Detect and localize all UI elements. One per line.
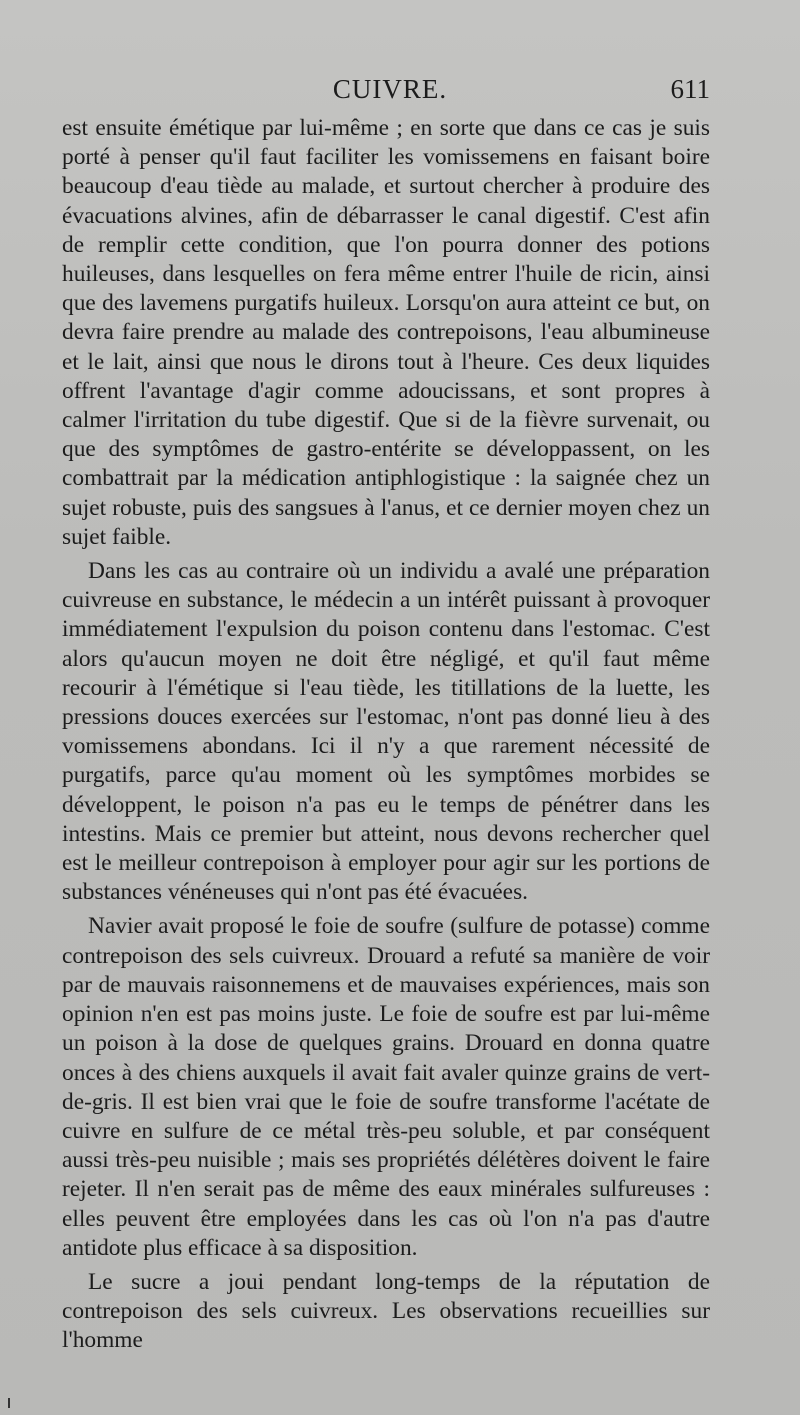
margin-mark [8,1398,10,1408]
paragraph-2: Dans les cas au contraire où un individu a avalé une préparation cuivreuse en substance, le médecin a un intérêt puissant à provoquer immédiatement l'expulsion du poison contenu dans l'estomac. C'est alors qu'aucun moyen ne doit être négligé, et qu'il faut même recourir à l'émétique si l'eau tiède, les titillations de la luette, les pressions douces exercées sur l'estomac, n'ont pas donné lieu à des vomissemens abondans. Ici il n'y a que rarement nécessité de purgatifs, parce qu'au moment où les symptômes morbides se développent, le poison n'a pas eu le temps de pénétrer dans les intestins. Mais ce premier but atteint, nous devons rechercher quel est le meilleur contrepoison à employer pour agir sur les portions de substances vénéneuses qui n'ont pas été évacuées. [62,558,710,906]
paragraph-3: Navier avait proposé le foie de soufre (sulfure de potasse) comme contrepoison des sels cuivreux. Drouard a refuté sa manière de voir par de mauvais raisonnemens et de mauvaises expériences, mais son opinion n'en est pas moins juste. Le foie de soufre est par lui-même un poison à la dose de quelques grains. Drouard en donna quatre onces à des chiens auxquels il avait fait avaler quinze grains de vert-de-gris. Il est bien vrai que le foie de soufre transforme l'acétate de cuivre en sulfure de ce métal très-peu soluble, et par conséquent aussi très-peu nuisible ; mais ses propriétés délétères doivent le faire rejeter. Il n'en serait pas de même des eaux minérales sulfureuses : elles peuvent être employées dans les cas où l'on n'a pas d'autre antidote plus efficace à sa disposition. [62,913,710,1261]
paragraph-1: est ensuite émétique par lui-même ; en sorte que dans ce cas je suis porté à penser qu'il faut faciliter les vomissemens en faisant boire beaucoup d'eau tiède au malade, et surtout chercher à produire des évacuations alvines, afin de débarrasser le canal digestif. C'est afin de remplir cette condition, que l'on pourra donner des potions huileuses, dans lesquelles on fera même entrer l'huile de ricin, ainsi que des lavemens purgatifs huileux. Lorsqu'on aura atteint ce but, on devra faire prendre au malade des contrepoisons, l'eau albumineuse et le lait, ainsi que nous le dirons tout à l'heure. Ces deux liquides offrent l'avantage d'agir comme adoucissans, et sont propres à calmer l'irritation du tube digestif. Que si de la fièvre survenait, ou que des symptômes de gastro-entérite se développassent, on les combattrait par la médication antiphlogistique : la saignée chez un sujet robuste, puis des sangsues à l'anus, et ce dernier moyen chez un sujet faible. [62,115,710,550]
page-number: 611 [670,74,710,104]
paragraph-4: Le sucre a joui pendant long-temps de la réputation de contrepoison des sels cuivreux. Les observations recueillies sur l'homme [62,1268,710,1354]
running-title: CUIVRE. [332,74,448,104]
body-text [62,114,710,1356]
page-header [0,70,800,110]
